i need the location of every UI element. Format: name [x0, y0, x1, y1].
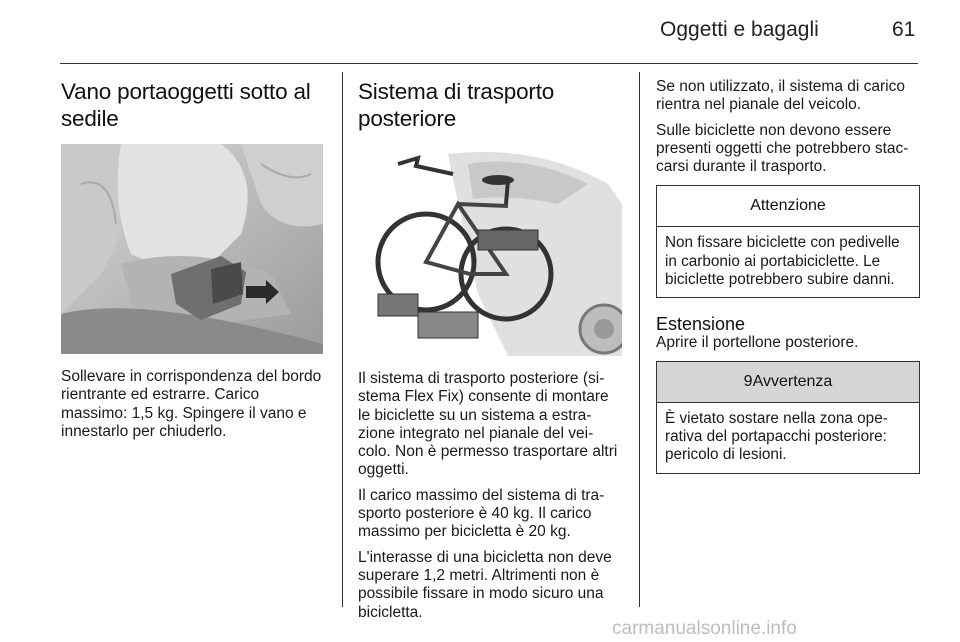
paragraph: L'interasse di una bicicletta non deve superare 1,2 metri. Altrimenti non è possibile fissare in modo sicuro una bicicletta.: [358, 548, 612, 621]
section-title-rear-carrier: Sistema di trasporto posteriore: [358, 79, 555, 131]
watermark: carmanualsonline.info: [612, 618, 797, 639]
figure-bike-carrier: [358, 144, 622, 356]
warning-box-header: [657, 362, 919, 403]
warning-box: [656, 361, 920, 474]
paragraph: Se non utilizzato, il sistema di carico rientra nel pianale del veicolo.: [656, 78, 905, 114]
warning-icon: 9: [743, 372, 753, 390]
running-header-title: Oggetti e bagagli: [660, 18, 819, 41]
paragraph: Aprire il portellone posteriore.: [656, 334, 859, 352]
header-rule: [60, 63, 918, 64]
warning-box-text: È vietato sostare nella zona ope-rativa del portapacchi posteriore: pericolo di lesioni.: [665, 409, 888, 464]
paragraph: Sollevare in corrispondenza del bordo rientrante ed estrarre. Carico massimo: 1,5 kg. Spingere il vano e innestarlo per chiuderlo.: [61, 368, 322, 440]
page-number: 61: [892, 18, 916, 41]
figure-seat-drawer: [61, 144, 323, 354]
paragraph: Il sistema di trasporto posteriore (si-stema Flex Fix) consente di montare le biciclette su un sistema a estra-zione integrato nel pianale del vei-colo. Non è permesso trasportare altri oggetti.: [358, 370, 618, 479]
column-carrier-usage: [656, 78, 920, 474]
column-rear-carrier: [358, 78, 624, 629]
column-divider-1: [342, 72, 343, 607]
paragraph: Sulle biciclette non devono essere presenti oggetti che potrebbero stac-carsi durante il trasporto.: [656, 121, 909, 176]
caution-box: [656, 185, 920, 298]
column-seat-storage: [61, 78, 327, 448]
column-divider-2: [639, 72, 640, 607]
section-title-seat-storage: Vano portaoggetti sotto al sedile: [61, 79, 311, 131]
subsection-title-extension: Estensione: [656, 314, 746, 335]
paragraph: Il carico massimo del sistema di tra-sporto posteriore è 40 kg. Il carico massimo per bicicletta è 20 kg.: [358, 486, 605, 541]
caution-box-text: Non fissare biciclette con pedivelle in carbonio ai portabiciclette. Le biciclette potrebbero subire danni.: [665, 234, 900, 289]
warning-box-title: Avvertenza: [752, 372, 833, 390]
caution-box-title: Attenzione: [657, 186, 919, 227]
